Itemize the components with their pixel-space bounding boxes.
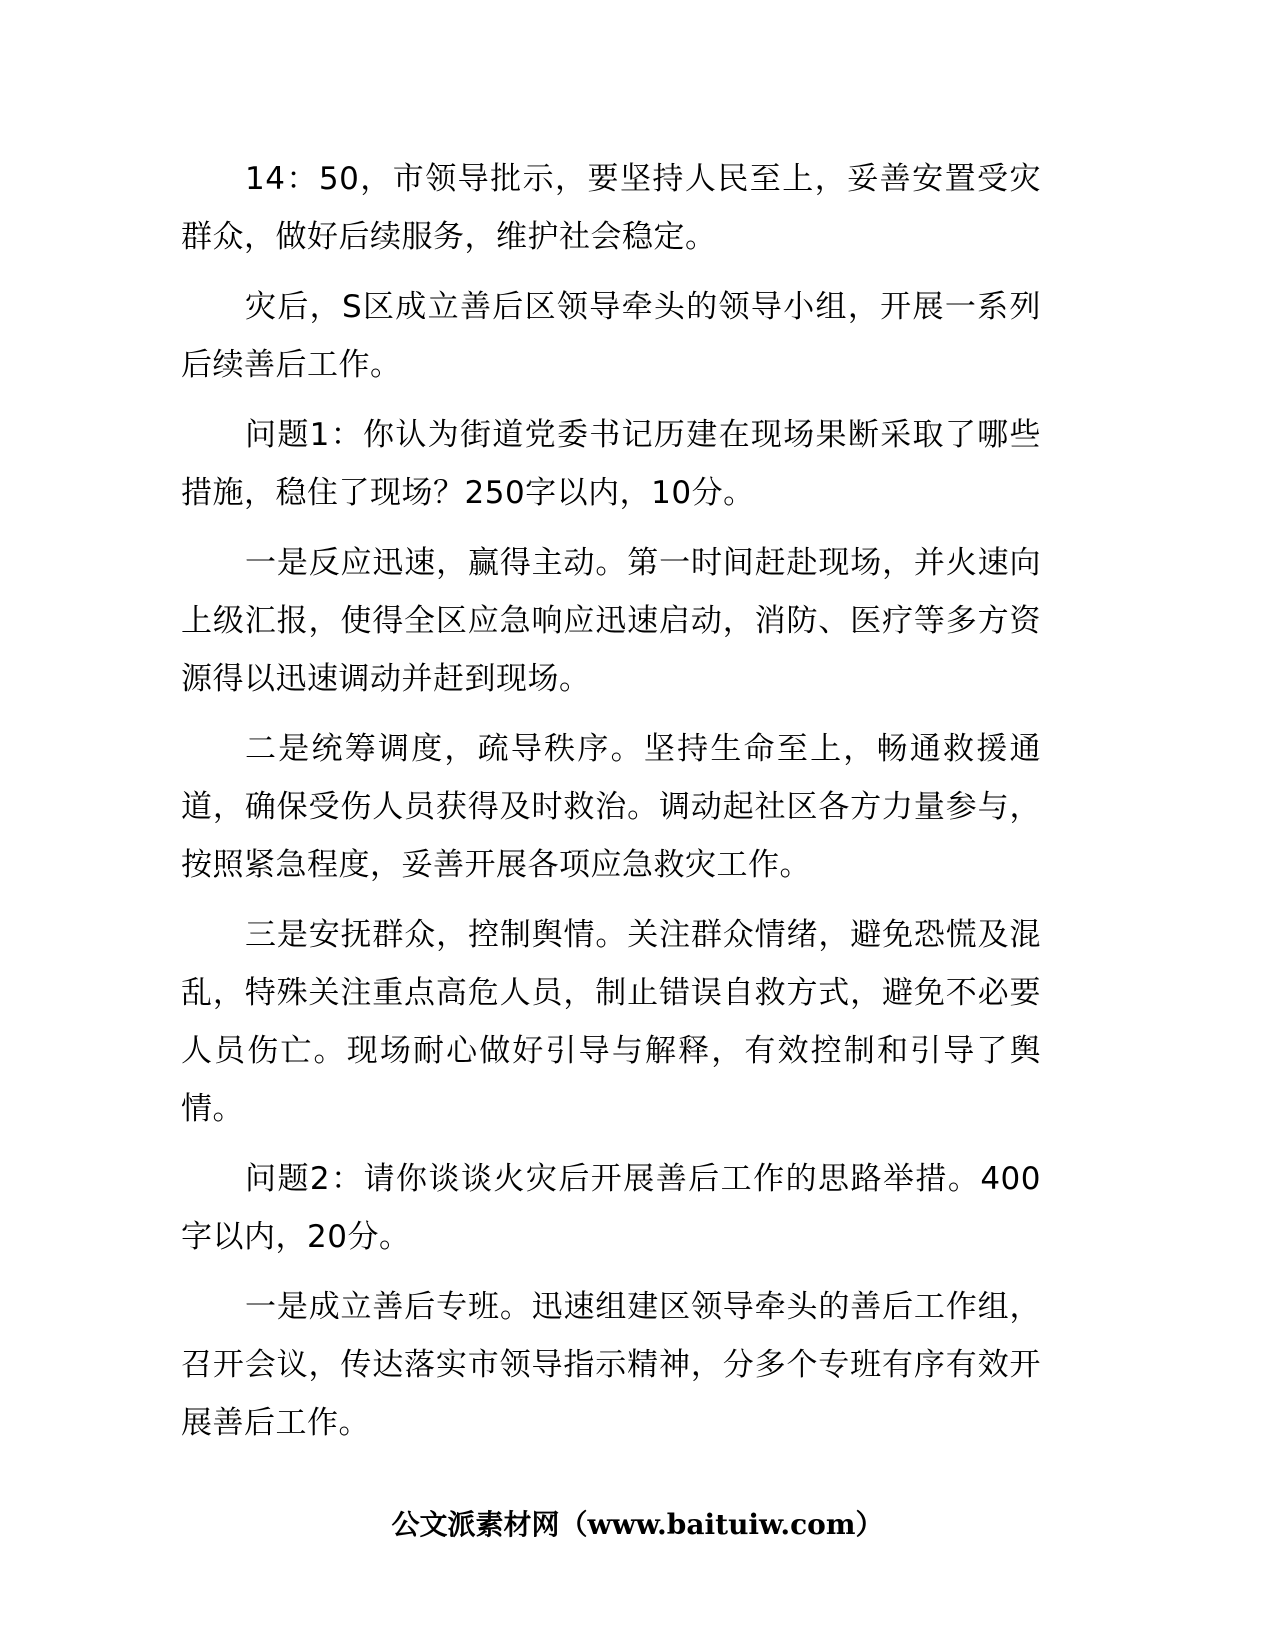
paragraph: 二是统筹调度，疏导秩序。坚持生命至上，畅通救援通道，确保受伤人员获得及时救治。调动起社区各方力量参与，按照紧急程度，妥善开展各项应急救灾工作。 bbox=[181, 731, 1041, 883]
page-footer: 公文派素材网（www.baituiw.com） bbox=[391, 1508, 884, 1541]
question-paragraph: 问题2：请你谈谈火灾后开展善后工作的思路举措。400字以内，20分。 bbox=[181, 1161, 1041, 1255]
question-paragraph: 问题1：你认为街道党委书记历建在现场果断采取了哪些措施，稳住了现场？250字以内，10分。 bbox=[181, 417, 1041, 511]
paragraph: 灾后，S区成立善后区领导牵头的领导小组，开展一系列后续善后工作。 bbox=[181, 289, 1041, 383]
paragraph: 三是安抚群众，控制舆情。关注群众情绪，避免恐慌及混乱，特殊关注重点高危人员，制止错误自救方式，避免不必要人员伤亡。现场耐心做好引导与解释，有效控制和引导了舆情。 bbox=[181, 917, 1041, 1127]
paragraph: 14：50，市领导批示，要坚持人民至上，妥善安置受灾群众，做好后续服务，维护社会稳定。 bbox=[181, 161, 1041, 255]
paragraph: 一是反应迅速，赢得主动。第一时间赶赴现场，并火速向上级汇报，使得全区应急响应迅速启动，消防、医疗等多方资源得以迅速调动并赶到现场。 bbox=[181, 545, 1041, 697]
paragraph: 一是成立善后专班。迅速组建区领导牵头的善后工作组，召开会议，传达落实市领导指示精神，分多个专班有序有效开展善后工作。 bbox=[181, 1289, 1041, 1441]
document-body bbox=[181, 150, 1041, 1464]
